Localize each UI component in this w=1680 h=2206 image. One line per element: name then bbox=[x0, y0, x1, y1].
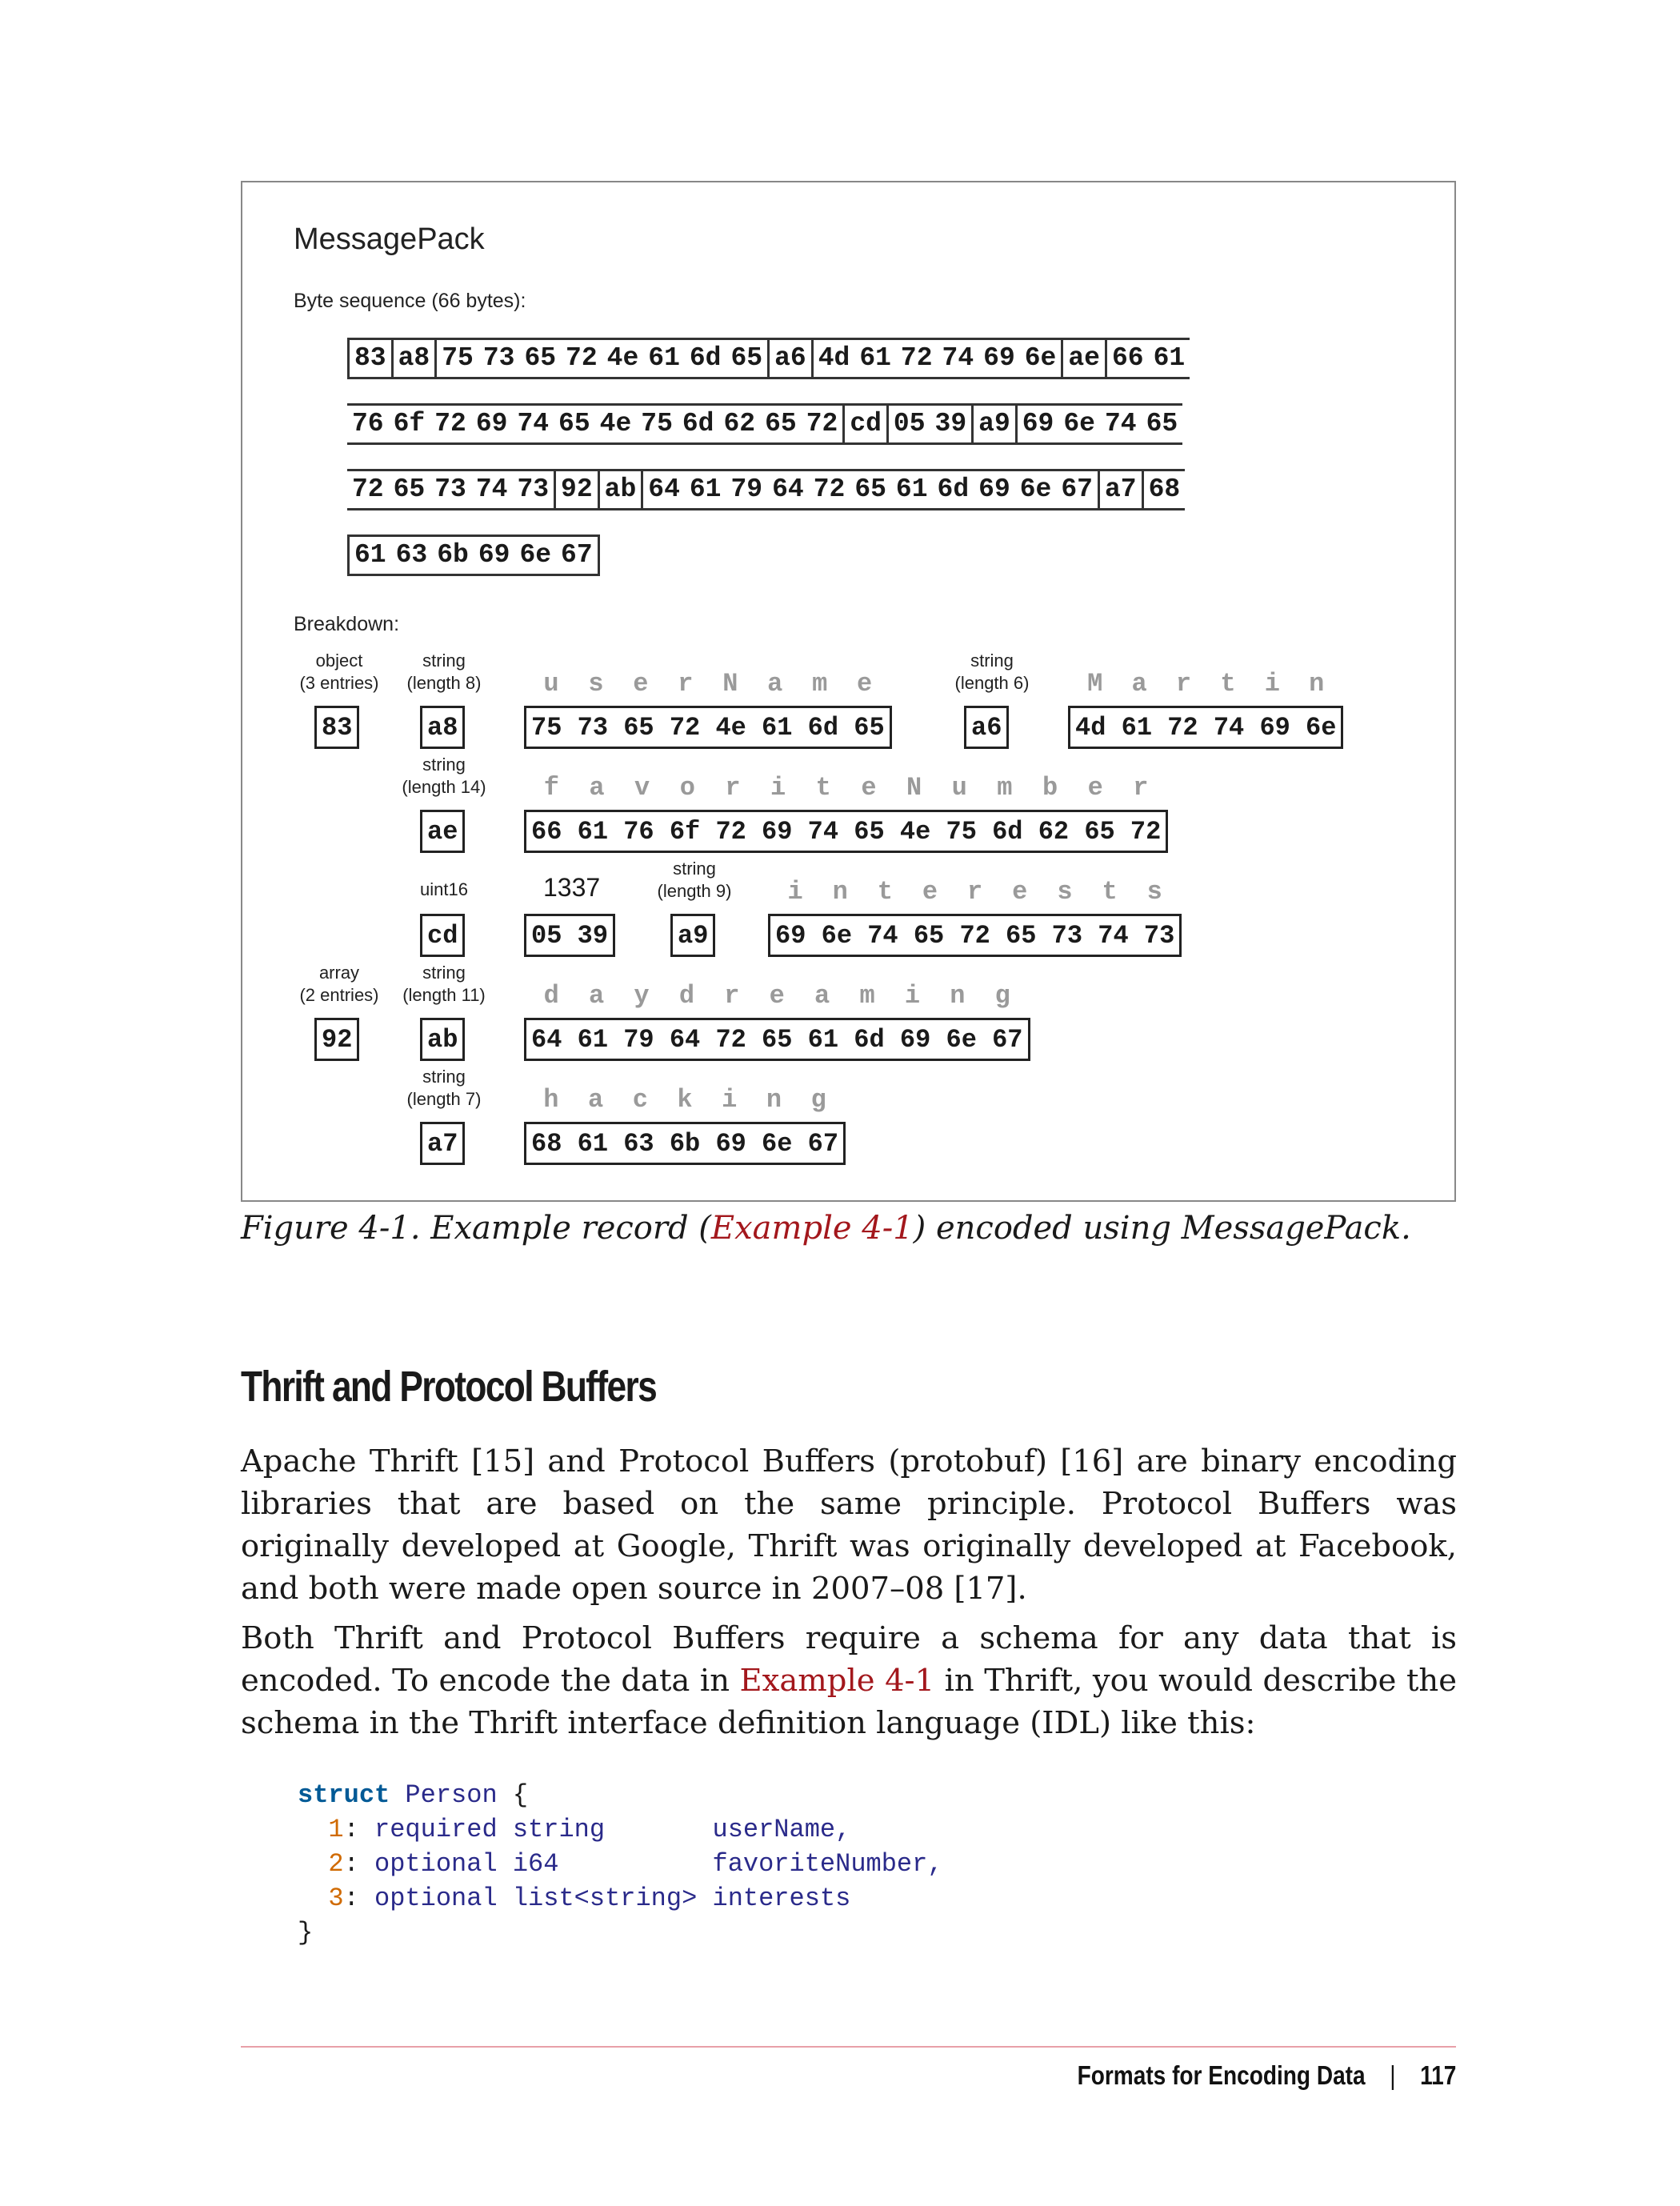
caption-example-link[interactable]: Example 4-1 bbox=[710, 1210, 914, 1247]
code-keyword: struct bbox=[298, 1780, 390, 1810]
byte: 74 bbox=[517, 409, 550, 438]
paragraph-text: Both Thrift and Protocol Buffers require a schema for any data that is encoded. To encode the data in bbox=[241, 1620, 1457, 1699]
code-field-name: favoriteNumber, bbox=[712, 1849, 943, 1879]
letter: t bbox=[1220, 669, 1236, 699]
letter: e bbox=[633, 669, 649, 699]
code-brace: { bbox=[512, 1780, 529, 1810]
byte-segment bbox=[811, 340, 1062, 377]
byte: 6e bbox=[1063, 409, 1095, 438]
example-link[interactable]: Example 4-1 bbox=[739, 1663, 935, 1699]
type-label-line: string bbox=[970, 651, 1014, 671]
type-label-line: (length 8) bbox=[406, 673, 482, 693]
byte: 73 bbox=[517, 474, 550, 504]
byte-row-bytes bbox=[347, 338, 1190, 379]
code-brace: } bbox=[298, 1918, 314, 1948]
string-type-label bbox=[394, 962, 494, 1007]
paragraph-text: in Thrift, you would describe the schema in the Thrift interface definition language (IDL) like this: bbox=[241, 1663, 1457, 1741]
letter: a bbox=[1131, 669, 1147, 699]
letter: u bbox=[543, 669, 559, 699]
letter: g bbox=[810, 1085, 826, 1115]
byte-segment bbox=[1098, 471, 1142, 508]
byte-segment bbox=[971, 406, 1015, 442]
letter: d bbox=[678, 981, 695, 1011]
letter: s bbox=[588, 669, 604, 699]
letter: u bbox=[951, 773, 967, 803]
type-label-line: (length 6) bbox=[954, 673, 1030, 693]
byte-segment bbox=[1061, 340, 1105, 377]
string-marker-box: a9 bbox=[670, 914, 715, 957]
byte: 75 bbox=[641, 409, 673, 438]
field-letters bbox=[529, 773, 1163, 803]
string-type-label bbox=[398, 650, 490, 695]
value-letters bbox=[1073, 669, 1338, 699]
byte-segment bbox=[1105, 340, 1190, 377]
byte: 74 bbox=[475, 474, 508, 504]
letter: n bbox=[950, 981, 966, 1011]
value-bytes-box: 64 61 79 64 72 65 61 6d 69 6e 67 bbox=[524, 1018, 1030, 1061]
byte: a7 bbox=[1104, 474, 1137, 504]
byte: 6b bbox=[437, 540, 469, 570]
letter: y bbox=[634, 981, 650, 1011]
type-label-line: (length 7) bbox=[406, 1089, 482, 1109]
type-label-line: (length 14) bbox=[402, 777, 486, 797]
byte: ae bbox=[1068, 343, 1100, 373]
letter: n bbox=[832, 877, 848, 907]
letter: r bbox=[724, 981, 740, 1011]
string-marker-box: ab bbox=[420, 1018, 465, 1061]
letter: g bbox=[994, 981, 1010, 1011]
byte: 61 bbox=[689, 474, 722, 504]
byte-row-bytes bbox=[347, 469, 1185, 510]
code-block: struct Person { 1: required string userName, 2: optional i64 favoriteNumber, 3: optional list<string> interests } bbox=[298, 1780, 943, 1948]
letter: t bbox=[877, 877, 893, 907]
object-byte-box: 83 bbox=[314, 706, 359, 749]
letter: d bbox=[543, 981, 559, 1011]
type-label-line: string bbox=[422, 963, 466, 983]
uint16-type-label: uint16 bbox=[420, 879, 468, 899]
byte: 64 bbox=[648, 474, 680, 504]
caption-text: ) encoded using MessagePack. bbox=[913, 1210, 1411, 1247]
byte: a8 bbox=[398, 343, 430, 373]
breakdown-label: Breakdown: bbox=[294, 613, 400, 635]
byte: 6e bbox=[1024, 343, 1057, 373]
code-type: string bbox=[512, 1815, 606, 1844]
byte-segment bbox=[434, 340, 767, 377]
code-modifier: optional bbox=[374, 1884, 498, 1913]
byte: 05 bbox=[893, 409, 926, 438]
code-padding bbox=[558, 1849, 712, 1879]
string-type-label bbox=[944, 650, 1040, 695]
byte-segment bbox=[641, 471, 1098, 508]
uint16-value: 1337 bbox=[543, 873, 601, 902]
byte: 79 bbox=[730, 474, 763, 504]
type-label-line: (2 entries) bbox=[299, 985, 379, 1005]
letter: m bbox=[997, 773, 1013, 803]
byte-segment bbox=[347, 406, 842, 442]
byte-sequence-label: Byte sequence (66 bytes): bbox=[294, 290, 526, 312]
field-letters bbox=[773, 877, 1177, 907]
letter: a bbox=[587, 1085, 604, 1115]
value-letters bbox=[529, 1085, 841, 1115]
letter: a bbox=[589, 773, 605, 803]
byte: 65 bbox=[765, 409, 797, 438]
byte: 61 bbox=[895, 474, 928, 504]
letter: r bbox=[1133, 773, 1149, 803]
byte: 75 bbox=[442, 343, 474, 373]
byte: 76 bbox=[352, 409, 384, 438]
letter: N bbox=[906, 773, 922, 803]
byte: ab bbox=[604, 474, 637, 504]
code-field-number: 3 bbox=[328, 1884, 344, 1913]
code-field-number: 1 bbox=[328, 1815, 344, 1844]
byte: 69 bbox=[478, 540, 510, 570]
byte: 6e bbox=[1019, 474, 1052, 504]
code-field-number: 2 bbox=[328, 1849, 344, 1879]
paragraph bbox=[241, 1617, 1457, 1744]
byte: 39 bbox=[934, 409, 967, 438]
byte: 4e bbox=[599, 409, 632, 438]
letter: i bbox=[722, 1085, 738, 1115]
type-label-line: string bbox=[422, 651, 466, 671]
code-field-name: userName, bbox=[712, 1815, 851, 1844]
letter: i bbox=[787, 877, 803, 907]
type-label-line: string bbox=[673, 859, 716, 879]
letter: N bbox=[722, 669, 738, 699]
byte-segment bbox=[886, 406, 971, 442]
byte: 61 bbox=[859, 343, 891, 373]
byte: 4e bbox=[606, 343, 639, 373]
byte: 69 bbox=[983, 343, 1015, 373]
letter: s bbox=[1146, 877, 1162, 907]
letter: e bbox=[857, 669, 873, 699]
type-label-line: (3 entries) bbox=[299, 673, 379, 693]
uint16-marker-box: cd bbox=[420, 914, 465, 957]
byte: 74 bbox=[942, 343, 974, 373]
code-type: list<string> bbox=[512, 1884, 698, 1913]
byte: 65 bbox=[1146, 409, 1178, 438]
paragraph: Apache Thrift [15] and Protocol Buffers (protobuf) [16] are binary encoding libraries that are based on the same principle. Protocol Buffers was originally developed at Google, Thrift was originally developed at Facebook, and both were made open source in 2007–08 [17]. bbox=[241, 1443, 1457, 1607]
byte: cd bbox=[850, 409, 882, 438]
string-marker-box: ae bbox=[420, 810, 465, 853]
object-type-label bbox=[291, 650, 387, 695]
value-letters bbox=[529, 981, 1025, 1011]
byte: 65 bbox=[393, 474, 426, 504]
code-field-name: interests bbox=[712, 1884, 851, 1913]
byte: 72 bbox=[813, 474, 846, 504]
letter: i bbox=[770, 773, 786, 803]
footer-chapter-title: Formats for Encoding Data bbox=[1077, 2060, 1366, 2090]
letter: i bbox=[904, 981, 921, 1011]
byte: 61 bbox=[1153, 343, 1186, 373]
letter: r bbox=[1175, 669, 1192, 699]
byte: 67 bbox=[1061, 474, 1093, 504]
byte: 69 bbox=[1022, 409, 1054, 438]
byte: 65 bbox=[524, 343, 557, 373]
byte-row-bytes bbox=[347, 534, 600, 576]
byte-row bbox=[347, 469, 1185, 510]
byte-segment bbox=[350, 537, 598, 574]
letter: m bbox=[812, 669, 828, 699]
byte: a9 bbox=[978, 409, 1010, 438]
letter: e bbox=[861, 773, 877, 803]
byte-segment bbox=[391, 340, 435, 377]
byte: 64 bbox=[772, 474, 804, 504]
byte: 73 bbox=[434, 474, 466, 504]
byte: 72 bbox=[900, 343, 933, 373]
byte-segment bbox=[1142, 471, 1186, 508]
letter: m bbox=[859, 981, 875, 1011]
figure-title: MessagePack bbox=[294, 222, 485, 256]
byte-segment bbox=[347, 471, 554, 508]
byte: 6d bbox=[682, 409, 714, 438]
letter: e bbox=[1087, 773, 1103, 803]
letter: e bbox=[1012, 877, 1028, 907]
field-bytes-box: 69 6e 74 65 72 65 73 74 73 bbox=[768, 914, 1182, 957]
field-letters bbox=[529, 669, 887, 699]
type-label-line: (length 9) bbox=[657, 881, 732, 901]
letter: a bbox=[767, 669, 783, 699]
letter: r bbox=[967, 877, 983, 907]
byte: 68 bbox=[1148, 474, 1181, 504]
byte-row bbox=[347, 338, 1190, 379]
byte-segment bbox=[554, 471, 598, 508]
letter: n bbox=[1309, 669, 1325, 699]
code-padding bbox=[605, 1815, 712, 1844]
field-bytes-box: 66 61 76 6f 72 69 74 65 4e 75 6d 62 65 72 bbox=[524, 810, 1168, 853]
byte: 92 bbox=[561, 474, 593, 504]
byte: 63 bbox=[395, 540, 428, 570]
byte: 4d bbox=[818, 343, 850, 373]
byte: 6d bbox=[937, 474, 970, 504]
array-byte-box: 92 bbox=[314, 1018, 359, 1061]
letter: i bbox=[1264, 669, 1280, 699]
value-bytes-box: 68 61 63 6b 69 6e 67 bbox=[524, 1122, 846, 1165]
section-heading: Thrift and Protocol Buffers bbox=[241, 1363, 657, 1411]
byte-row bbox=[347, 403, 1182, 445]
figure-caption bbox=[241, 1210, 1411, 1247]
letter: s bbox=[1057, 877, 1073, 907]
code-struct-name: Person bbox=[405, 1780, 498, 1810]
letter: e bbox=[769, 981, 785, 1011]
byte-segment bbox=[1015, 406, 1182, 442]
byte: 72 bbox=[352, 474, 384, 504]
byte: 6e bbox=[519, 540, 552, 570]
byte: 65 bbox=[558, 409, 590, 438]
byte: 65 bbox=[854, 474, 886, 504]
byte: 72 bbox=[566, 343, 598, 373]
byte: 6f bbox=[393, 409, 426, 438]
byte: 61 bbox=[354, 540, 386, 570]
uint16-bytes-box: 05 39 bbox=[524, 914, 615, 957]
byte: 67 bbox=[561, 540, 593, 570]
byte: 65 bbox=[730, 343, 763, 373]
letter: c bbox=[632, 1085, 648, 1115]
page-number: 117 bbox=[1419, 2060, 1456, 2090]
byte: a6 bbox=[774, 343, 806, 373]
byte-segment bbox=[842, 406, 886, 442]
byte-segment bbox=[767, 340, 811, 377]
type-label-line: (length 11) bbox=[402, 985, 486, 1005]
string-type-label bbox=[646, 858, 742, 903]
letter: f bbox=[543, 773, 559, 803]
byte: 72 bbox=[806, 409, 838, 438]
letter: r bbox=[678, 669, 694, 699]
type-label-line: string bbox=[422, 1067, 466, 1087]
byte: 74 bbox=[1104, 409, 1137, 438]
byte: 69 bbox=[978, 474, 1010, 504]
byte: 66 bbox=[1111, 343, 1144, 373]
letter: t bbox=[1102, 877, 1118, 907]
string-marker-box: a7 bbox=[420, 1122, 465, 1165]
letter: r bbox=[725, 773, 741, 803]
type-label-line: array bbox=[318, 963, 360, 983]
byte: 69 bbox=[475, 409, 508, 438]
footer-separator: | bbox=[1389, 2060, 1396, 2090]
letter: k bbox=[677, 1085, 693, 1115]
byte: 6d bbox=[689, 343, 722, 373]
byte-row-bytes bbox=[347, 403, 1182, 445]
array-type-label bbox=[291, 962, 387, 1007]
byte-row bbox=[347, 534, 600, 576]
value-bytes-box: 4d 61 72 74 69 6e bbox=[1068, 706, 1343, 749]
type-label-line: object bbox=[315, 651, 363, 671]
string-marker-box: a6 bbox=[964, 706, 1009, 749]
letter: M bbox=[1087, 669, 1103, 699]
letter: a bbox=[814, 981, 830, 1011]
letter: e bbox=[922, 877, 938, 907]
field-bytes-box: 75 73 65 72 4e 61 6d 65 bbox=[524, 706, 892, 749]
letter: b bbox=[1042, 773, 1058, 803]
byte-segment bbox=[598, 471, 642, 508]
string-type-label bbox=[394, 754, 494, 799]
letter: t bbox=[815, 773, 831, 803]
caption-text: Figure 4-1. Example record ( bbox=[241, 1210, 711, 1247]
footer-rule bbox=[241, 2046, 1456, 2048]
type-label-line: string bbox=[422, 755, 466, 775]
byte: 72 bbox=[434, 409, 466, 438]
code-modifier: optional bbox=[374, 1849, 498, 1879]
byte-segment bbox=[350, 340, 391, 377]
byte: 73 bbox=[482, 343, 515, 373]
string-type-label bbox=[398, 1066, 490, 1111]
byte: 61 bbox=[648, 343, 680, 373]
letter: h bbox=[543, 1085, 559, 1115]
string-marker-box: a8 bbox=[420, 706, 465, 749]
page-footer bbox=[1077, 2060, 1456, 2091]
code-type: i64 bbox=[512, 1849, 559, 1879]
code-padding bbox=[697, 1884, 712, 1913]
letter: v bbox=[634, 773, 650, 803]
byte: 62 bbox=[723, 409, 756, 438]
letter: n bbox=[766, 1085, 782, 1115]
letter: a bbox=[589, 981, 605, 1011]
letter: o bbox=[679, 773, 695, 803]
byte: 83 bbox=[354, 343, 386, 373]
code-modifier: required bbox=[374, 1815, 498, 1844]
